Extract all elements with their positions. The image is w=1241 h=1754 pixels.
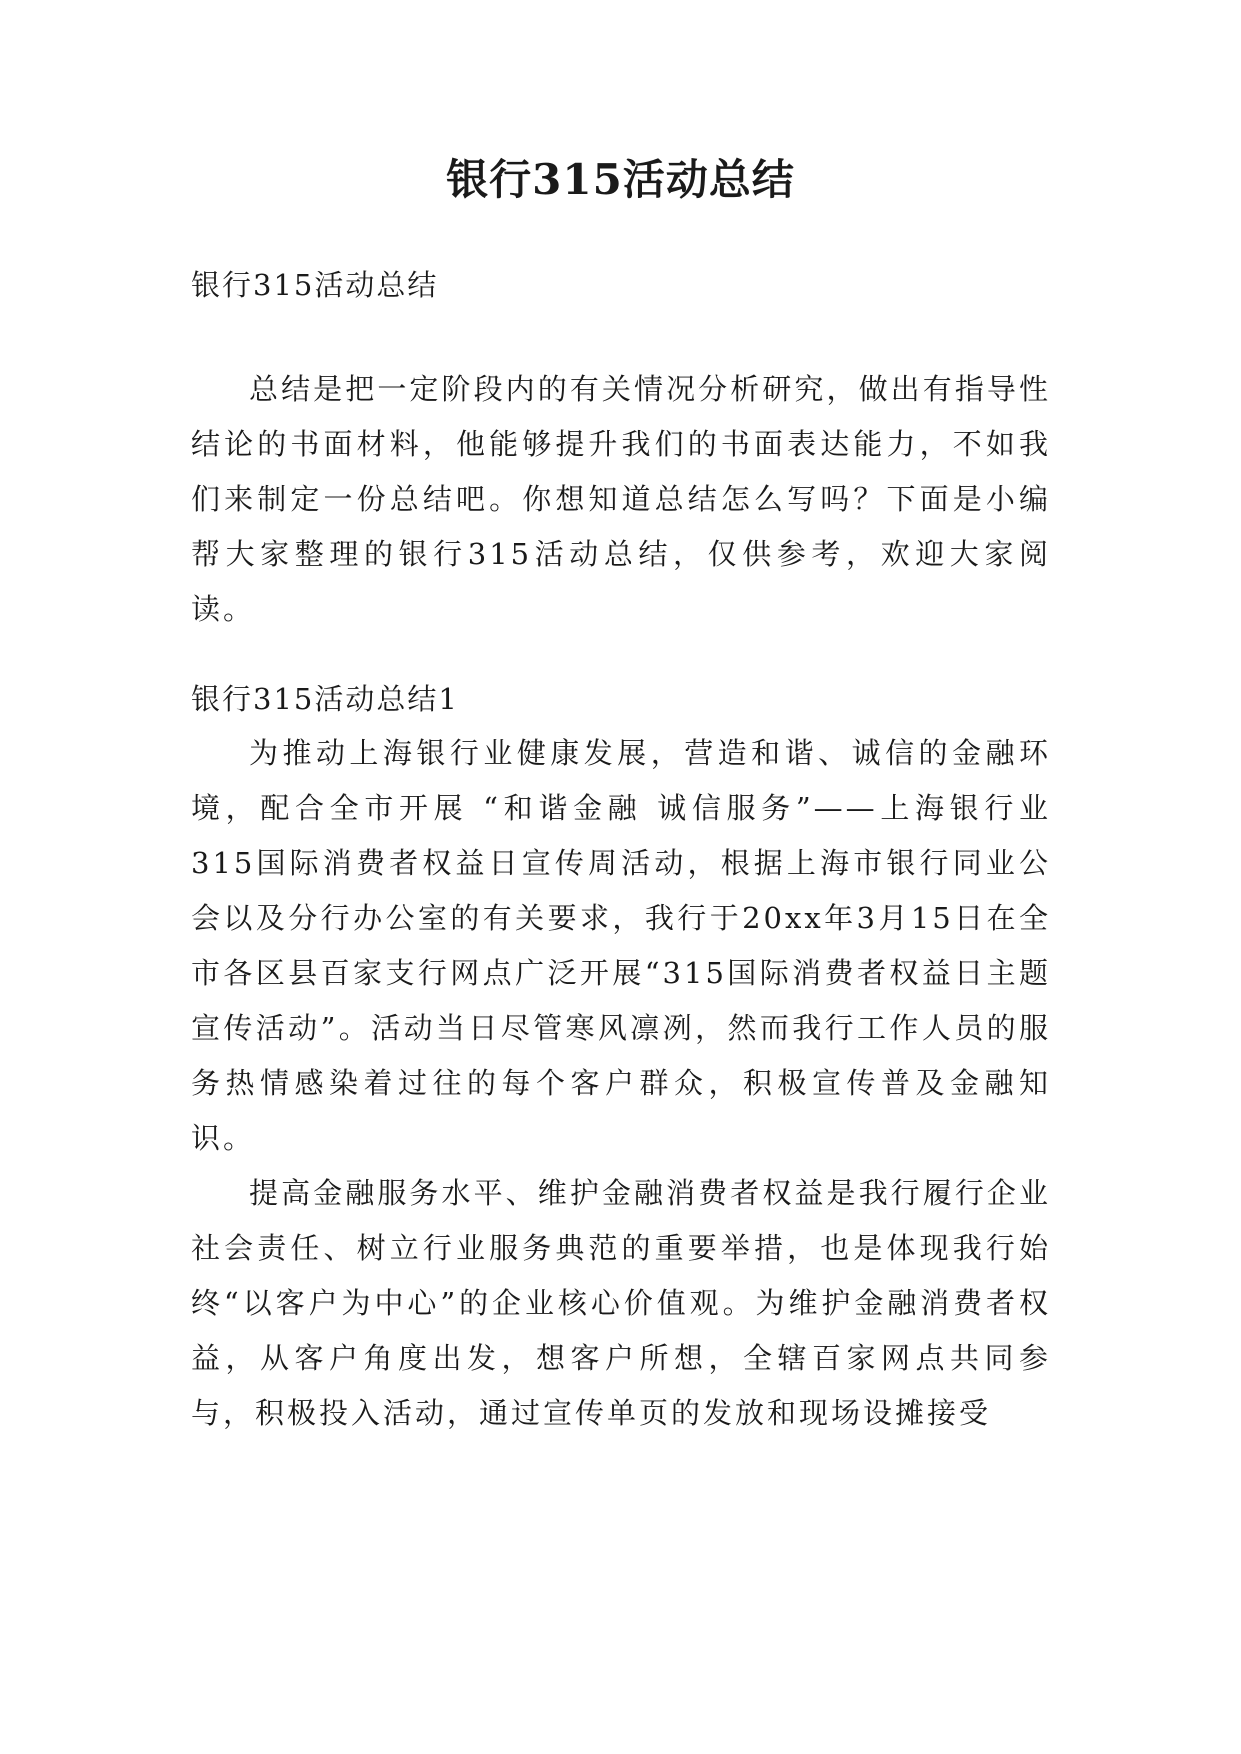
header-line: 银行315活动总结 [191,268,439,302]
document-title: 银行315活动总结 [446,155,795,204]
section1-heading: 银行315活动总结1 [191,682,459,716]
section1-paragraph-2: 提高金融服务水平、维护金融消费者权益是我行履行企业社会责任、树立行业服务典范的重要举措，也是体现我行始终“以客户为中心”的企业核心价值观。为维护金融消费者权益，从客户角度出发，想客户所想，全辖百家网点共同参与，积极投入活动，通过宣传单页的发放和现场设摊接受 [191,1176,1051,1430]
section1-paragraph-1: 为推动上海银行业健康发展，营造和谐、诚信的金融环境，配合全市开展 “和谐金融 诚信服务”——上海银行业315国际消费者权益日宣传周活动，根据上海市银行同业公会以及分行办公室的有关要求，我行于20xx年3月15日在全市各区县百家支行网点广泛开展“315国际消费者权益日主题宣传活动”。活动当日尽管寒风凛冽，然而我行工作人员的服务热情感染着过往的每个客户群众，积极宣传普及金融知识。 [191,736,1051,1155]
section1-body [191,726,1051,1441]
intro-paragraph: 总结是把一定阶段内的有关情况分析研究，做出有指导性结论的书面材料，他能够提升我们的书面表达能力，不如我们来制定一份总结吧。你想知道总结怎么写吗？下面是小编帮大家整理的银行315活动总结，仅供参考，欢迎大家阅读。 [191,372,1051,626]
intro-block [191,362,1051,637]
